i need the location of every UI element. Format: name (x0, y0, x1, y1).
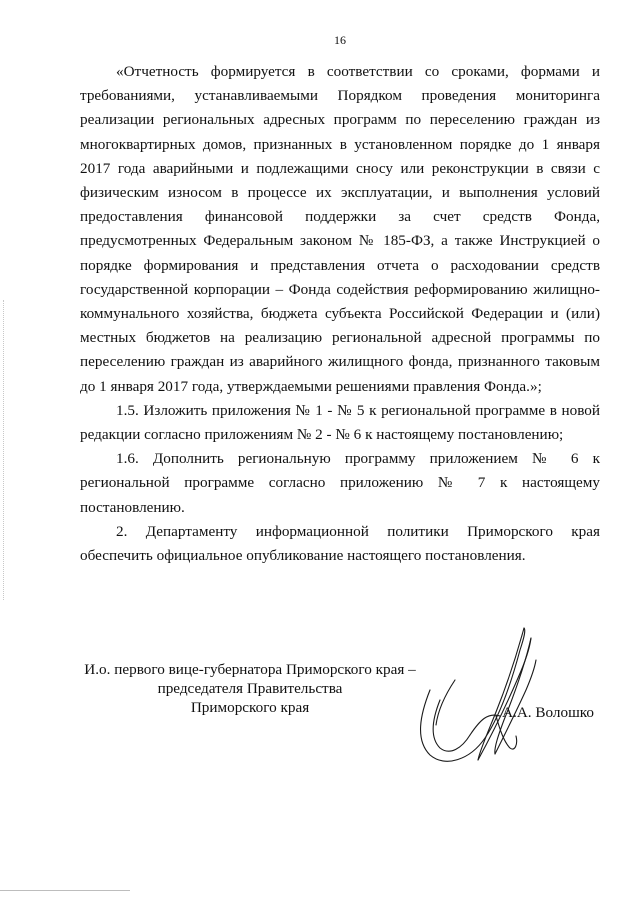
document-body (80, 60, 600, 568)
paragraph-1-5: 1.5. Изложить приложения № 1 - № 5 к региональной программе в новой редакции согласно приложениям № 2 - № 6 к настоящему постановлению; (80, 401, 600, 444)
signatory-title-line-3: Приморского края (190, 699, 310, 716)
bottom-scan-rule (0, 890, 130, 891)
paragraph-reporting-quote: «Отчетность формируется в соответствии со сроками, формами и требованиями, устанавливаемыми Порядком проведения мониторинга реализации региональных адресных программ по переселению граждан из многоквартирных домов, признанных в установленном порядке до 1 января 2017 года аварийными и подлежащими сносу или реконструкции в связи с физическим износом в процессе их эксплуатации, и выполнения условий предоставления финансовой поддержки за счет средств Фонда, предусмотренных Федеральным законом № 185-ФЗ, а также Инструкцией о порядке формирования и представления отчета о расходовании средств государственной корпорации – Фонда содействия реформированию жилищно-коммунального хозяйства, бюджета субъекта Российской Федерации и (или) местных бюджетов на реализацию региональной адресной программы по переселению граждан из аварийного жилищного фонда, признанного таковым до 1 января 2017 года, утверждаемыми решениями правления Фонда.»; (80, 63, 600, 395)
signatory-title (80, 660, 420, 717)
paragraph-2: 2. Департаменту информационной политики Приморского края обеспечить официальное опубликование настоящего постановления. (80, 522, 600, 565)
paragraph-1-6: 1.6. Дополнить региональную программу приложением № 6 к региональной программе согласно приложению № 7 к настоящему постановлению. (80, 450, 600, 516)
handwritten-signature (400, 620, 560, 780)
page-number: 16 (334, 33, 346, 47)
signatory-title-line-1: И.о. первого вице-губернатора Приморского края – (84, 661, 416, 678)
signatory-name: А.А. Волошко (502, 704, 594, 721)
signatory-title-line-2: председателя Правительства (157, 680, 343, 697)
margin-scan-artifact (3, 300, 6, 600)
